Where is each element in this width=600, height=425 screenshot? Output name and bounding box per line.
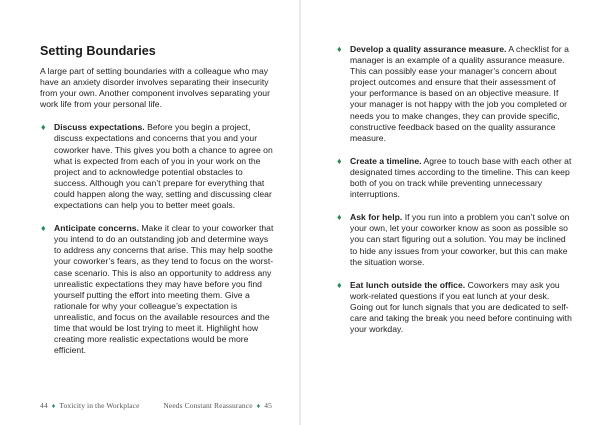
bullet-item-quality-assurance — [336, 44, 572, 144]
bullet-lead: Ask for help. — [350, 212, 403, 223]
diamond-bullet-icon: ♦ — [337, 44, 342, 54]
bullet-lead: Anticipate concerns. — [54, 223, 139, 234]
bullet-lead: Discuss expectations. — [54, 122, 145, 133]
diamond-bullet-icon: ♦ — [41, 122, 46, 133]
bullet-lead: Eat lunch outside the office. — [350, 279, 466, 290]
intro-paragraph: A large part of setting boundaries with a colleague who may have an anxiety disorder involves separating their insecurity from your own. Another component involves separating your work life from your personal life. — [40, 66, 270, 110]
page-number: 45 — [264, 401, 272, 410]
bullet-lead: Develop a quality assurance measure. — [350, 44, 507, 54]
bullet-text: Before you begin a project, discuss expectations and concerns that you and your coworker have. This gives you both a chance to agree on what is expected from each of you in your work on the project and to acknowledge potential obstacles to success. Although you can’t prepare for everything that could happen along the way, setting and discussing clear expectations can help you to better meet goals. — [54, 122, 273, 211]
bullet-item-create-timeline — [336, 156, 572, 200]
bullet-lead: Create a timeline. — [350, 155, 422, 166]
diamond-separator-icon: ♦ — [256, 402, 261, 410]
diamond-bullet-icon: ♦ — [337, 155, 342, 166]
bullet-text: Coworkers may ask you work-related questions if you eat lunch at your desk. Going out for lunch signals that you are dedicated to self-care and taking the break you need before continuing with your workday. — [350, 279, 572, 335]
bullet-text: If you run into a problem you can’t solve on your own, let your coworker know as soon as possible so you can start figuring out a solution. You may be inclined to hide any issues from your coworker, but this can make the situation worse. — [350, 212, 570, 267]
section-heading: Setting Boundaries — [40, 44, 156, 58]
diamond-bullet-icon: ♦ — [337, 212, 342, 223]
diamond-bullet-icon: ♦ — [337, 279, 342, 290]
bullet-text: A checklist for a manager is an example of a quality assurance measure. This can possibly ease your manager’s concern about project outcomes and ensure that their assessment of your performance is based on an objective measure. If your manager is not happy with the job you completed or needs you to make changes, they can provide specific, constructive feedback based on the quality assurance measure. — [350, 44, 569, 143]
running-title: Toxicity in the Workplace — [59, 401, 140, 410]
right-column — [336, 44, 572, 347]
bullet-item-eat-lunch — [336, 280, 572, 335]
bullet-text: Agree to touch base with each other at designated times according to the timeline. This can keep both of you on track while preventing unnecessary interruptions. — [350, 155, 572, 200]
right-footer — [163, 401, 272, 410]
diamond-separator-icon: ♦ — [51, 402, 56, 410]
running-title: Needs Constant Reassurance — [163, 401, 253, 410]
diamond-bullet-icon: ♦ — [41, 223, 46, 234]
bullet-text: Make it clear to your coworker that you intend to do an outstanding job and determine ways to address any concerns that arise. This may help soothe your coworker’s fears, as they tend to focus on the worst-case scenario. This is also an opportunity to address any unrealistic expectations they may have before you find yourself putting the effort into meeting them. Give a rationale for why your colleague’s expectation is unrealistic, and focus on the available resources and the time that would be lost trying to meet it. Highlight how creating more realistic expectations would be more efficient. — [54, 223, 274, 356]
bullet-item-ask-for-help — [336, 212, 572, 267]
page-number: 44 — [40, 401, 48, 410]
